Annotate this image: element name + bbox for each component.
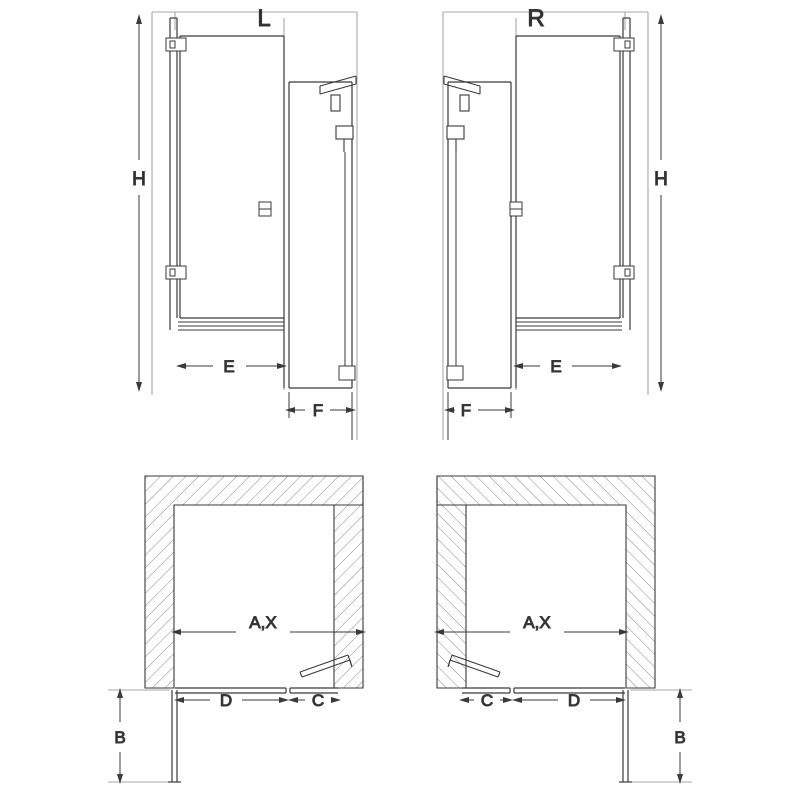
dim-label-H-left: H xyxy=(132,169,146,190)
elevation-left-view xyxy=(132,5,357,440)
support-bar-right xyxy=(444,76,480,152)
plan-right-view xyxy=(434,476,692,784)
wall-hatch-right xyxy=(437,476,655,688)
dim-label-AX-left: A,X xyxy=(249,613,277,632)
variant-label-R: R xyxy=(527,5,545,32)
dim-label-AX-right: A,X xyxy=(523,613,551,632)
door-handle-left xyxy=(259,202,271,216)
dim-label-F-right: F xyxy=(460,401,472,420)
hinge-top-left xyxy=(166,38,186,51)
dim-label-D-left: D xyxy=(219,691,233,710)
hinge-top-right xyxy=(614,38,634,51)
door-handle-right xyxy=(510,202,522,216)
dim-label-E-left: E xyxy=(223,357,235,376)
dim-label-H-right: H xyxy=(654,169,668,190)
plan-left-view xyxy=(108,476,366,784)
dim-label-C-right: C xyxy=(480,691,494,710)
dim-label-B-left: B xyxy=(114,728,126,747)
variant-label-L: L xyxy=(257,5,271,32)
dim-label-B-right: B xyxy=(674,728,686,747)
hinge-bottom-left xyxy=(166,266,186,279)
dim-label-E-right: E xyxy=(550,357,562,376)
elevation-right-view xyxy=(443,5,668,440)
hinge-bottom-right xyxy=(614,266,634,279)
dim-label-C-left: C xyxy=(311,691,325,710)
dim-label-D-right: D xyxy=(567,691,581,710)
dim-label-F-left: F xyxy=(312,401,324,420)
support-bar-left xyxy=(320,76,356,152)
wall-hatch-left xyxy=(145,476,363,688)
